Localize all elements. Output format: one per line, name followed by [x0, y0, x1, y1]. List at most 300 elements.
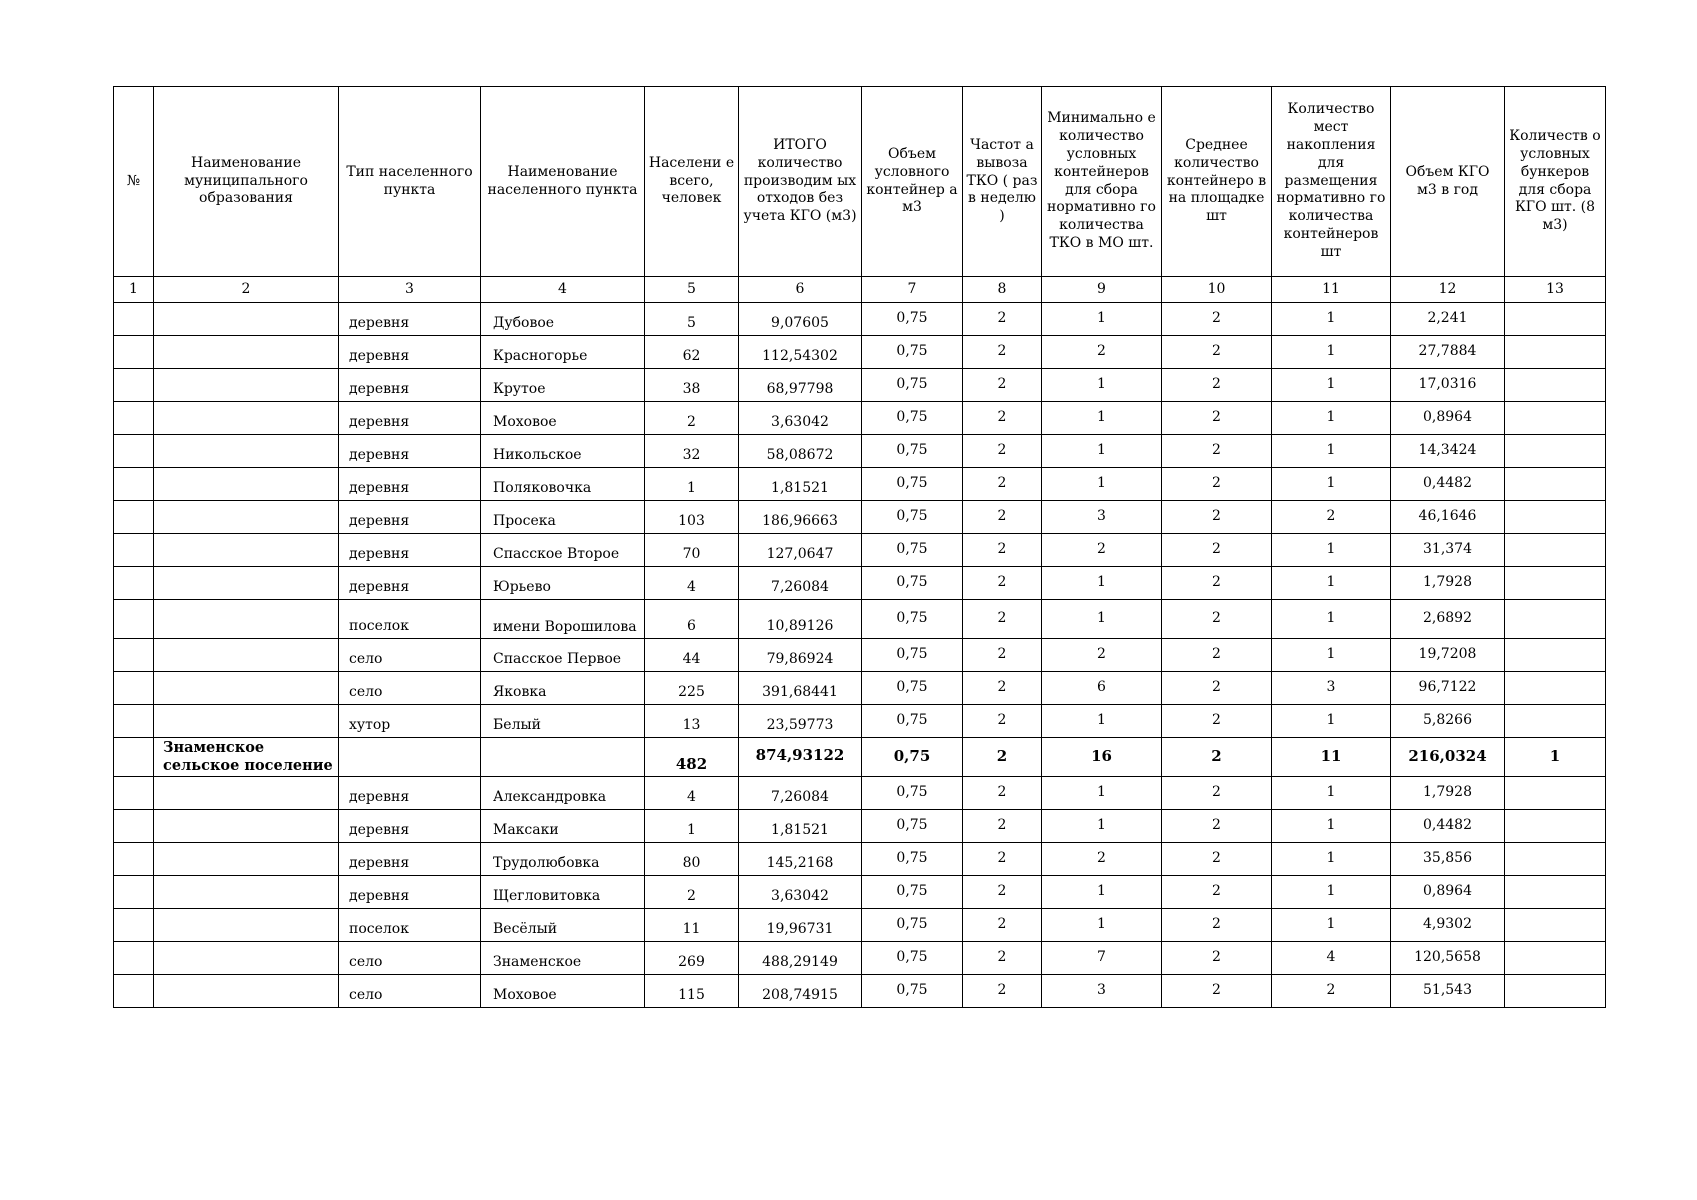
- avg-containers-cell: 2: [1162, 468, 1272, 501]
- pickup-frequency-cell: 2: [963, 672, 1042, 705]
- bulky-bunkers-cell: [1505, 705, 1606, 738]
- municipality-name-cell: [154, 777, 339, 810]
- municipality-name-cell: [154, 336, 339, 369]
- settlement-name-cell: Александровка: [481, 777, 645, 810]
- min-containers-cell: 1: [1042, 369, 1162, 402]
- waste-total-cell: 68,97798: [739, 369, 862, 402]
- municipality-name-cell: [154, 909, 339, 942]
- column-number: 12: [1391, 277, 1505, 303]
- municipality-name-cell: [154, 672, 339, 705]
- settlement-type-cell: деревня: [339, 501, 481, 534]
- avg-containers-cell: 2: [1162, 843, 1272, 876]
- bulky-waste-volume-cell: 1,7928: [1391, 567, 1505, 600]
- accumulation-sites-cell: 1: [1272, 435, 1391, 468]
- pickup-frequency-cell: 2: [963, 369, 1042, 402]
- population-cell: 62: [645, 336, 739, 369]
- table-row: [114, 468, 1606, 501]
- bulky-waste-volume-cell: 5,8266: [1391, 705, 1505, 738]
- bulky-waste-volume-cell: 17,0316: [1391, 369, 1505, 402]
- row-number-cell: [114, 435, 154, 468]
- waste-total-cell: 874,93122: [739, 738, 862, 777]
- container-volume-cell: 0,75: [862, 777, 963, 810]
- bulky-waste-volume-cell: 2,6892: [1391, 600, 1505, 639]
- min-containers-cell: 2: [1042, 534, 1162, 567]
- header-cell: Среднее количество контейнеро в на площадке шт: [1162, 87, 1272, 277]
- population-cell: 4: [645, 567, 739, 600]
- settlement-type-cell: поселок: [339, 909, 481, 942]
- municipality-name-cell: [154, 600, 339, 639]
- container-volume-cell: 0,75: [862, 705, 963, 738]
- settlement-name-cell: Крутое: [481, 369, 645, 402]
- bulky-waste-volume-cell: 46,1646: [1391, 501, 1505, 534]
- row-number-cell: [114, 303, 154, 336]
- pickup-frequency-cell: 2: [963, 738, 1042, 777]
- accumulation-sites-cell: 1: [1272, 303, 1391, 336]
- container-volume-cell: 0,75: [862, 876, 963, 909]
- bulky-waste-volume-cell: 14,3424: [1391, 435, 1505, 468]
- settlement-type-cell: деревня: [339, 369, 481, 402]
- waste-total-cell: 1,81521: [739, 810, 862, 843]
- avg-containers-cell: 2: [1162, 567, 1272, 600]
- settlement-type-cell: поселок: [339, 600, 481, 639]
- bulky-bunkers-cell: [1505, 909, 1606, 942]
- header-row: [114, 87, 1606, 277]
- population-cell: 269: [645, 942, 739, 975]
- header-cell: Наименование муниципального образования: [154, 87, 339, 277]
- bulky-waste-volume-cell: 216,0324: [1391, 738, 1505, 777]
- population-cell: 11: [645, 909, 739, 942]
- min-containers-cell: 6: [1042, 672, 1162, 705]
- settlement-type-cell: село: [339, 975, 481, 1008]
- accumulation-sites-cell: 1: [1272, 336, 1391, 369]
- settlement-name-cell: Просека: [481, 501, 645, 534]
- bulky-bunkers-cell: [1505, 942, 1606, 975]
- accumulation-sites-cell: 1: [1272, 843, 1391, 876]
- population-cell: 482: [645, 738, 739, 777]
- waste-total-cell: 10,89126: [739, 600, 862, 639]
- settlement-name-cell: Юрьево: [481, 567, 645, 600]
- container-volume-cell: 0,75: [862, 942, 963, 975]
- avg-containers-cell: 2: [1162, 639, 1272, 672]
- row-number-cell: [114, 369, 154, 402]
- population-cell: 225: [645, 672, 739, 705]
- avg-containers-cell: 2: [1162, 435, 1272, 468]
- avg-containers-cell: 2: [1162, 942, 1272, 975]
- pickup-frequency-cell: 2: [963, 975, 1042, 1008]
- bulky-waste-volume-cell: 51,543: [1391, 975, 1505, 1008]
- bulky-waste-volume-cell: 120,5658: [1391, 942, 1505, 975]
- pickup-frequency-cell: 2: [963, 336, 1042, 369]
- waste-total-cell: 488,29149: [739, 942, 862, 975]
- min-containers-cell: 1: [1042, 777, 1162, 810]
- bulky-bunkers-cell: [1505, 975, 1606, 1008]
- pickup-frequency-cell: 2: [963, 705, 1042, 738]
- settlement-type-cell: село: [339, 639, 481, 672]
- accumulation-sites-cell: 1: [1272, 705, 1391, 738]
- bulky-waste-volume-cell: 31,374: [1391, 534, 1505, 567]
- column-number: 8: [963, 277, 1042, 303]
- min-containers-cell: 1: [1042, 567, 1162, 600]
- accumulation-sites-cell: 1: [1272, 909, 1391, 942]
- table-row: [114, 567, 1606, 600]
- pickup-frequency-cell: 2: [963, 303, 1042, 336]
- municipality-name-cell: [154, 534, 339, 567]
- settlement-name-cell: Спасское Первое: [481, 639, 645, 672]
- municipality-name-cell: [154, 942, 339, 975]
- settlement-name-text: имени Ворошилова: [493, 619, 637, 636]
- row-number-cell: [114, 738, 154, 777]
- bulky-bunkers-cell: [1505, 810, 1606, 843]
- container-volume-cell: 0,75: [862, 600, 963, 639]
- accumulation-sites-cell: 1: [1272, 639, 1391, 672]
- settlement-name-cell: Моховое: [481, 402, 645, 435]
- municipality-name-cell: [154, 501, 339, 534]
- accumulation-sites-cell: 1: [1272, 810, 1391, 843]
- row-number-cell: [114, 909, 154, 942]
- table-row: [114, 303, 1606, 336]
- population-cell: 38: [645, 369, 739, 402]
- municipality-name-cell: [154, 843, 339, 876]
- population-cell: 5: [645, 303, 739, 336]
- column-number: 13: [1505, 277, 1606, 303]
- bulky-bunkers-cell: [1505, 336, 1606, 369]
- bulky-waste-volume-cell: 96,7122: [1391, 672, 1505, 705]
- settlement-type-cell: [339, 738, 481, 777]
- header-cell: Количеств о условных бункеров для сбора КГО шт. (8 м3): [1505, 87, 1606, 277]
- avg-containers-cell: 2: [1162, 501, 1272, 534]
- table-row: [114, 435, 1606, 468]
- min-containers-cell: 2: [1042, 843, 1162, 876]
- column-number: 6: [739, 277, 862, 303]
- population-cell: 70: [645, 534, 739, 567]
- waste-total-cell: 19,96731: [739, 909, 862, 942]
- table-row: [114, 738, 1606, 777]
- table-row: [114, 876, 1606, 909]
- row-number-cell: [114, 705, 154, 738]
- municipality-name-cell: [154, 468, 339, 501]
- header-cell: ИТОГО количество производим ых отходов без учета КГО (м3): [739, 87, 862, 277]
- table-row: [114, 369, 1606, 402]
- column-number: 11: [1272, 277, 1391, 303]
- bulky-waste-volume-cell: 1,7928: [1391, 777, 1505, 810]
- pickup-frequency-cell: 2: [963, 567, 1042, 600]
- pickup-frequency-cell: 2: [963, 909, 1042, 942]
- row-number-cell: [114, 843, 154, 876]
- container-volume-cell: 0,75: [862, 738, 963, 777]
- settlement-name-cell: Яковка: [481, 672, 645, 705]
- row-number-cell: [114, 942, 154, 975]
- waste-total-cell: 3,63042: [739, 876, 862, 909]
- accumulation-sites-cell: 1: [1272, 600, 1391, 639]
- table-row: [114, 501, 1606, 534]
- waste-total-cell: 23,59773: [739, 705, 862, 738]
- population-cell: 103: [645, 501, 739, 534]
- bulky-waste-volume-cell: 0,4482: [1391, 468, 1505, 501]
- table-row: [114, 810, 1606, 843]
- settlement-type-cell: деревня: [339, 468, 481, 501]
- settlement-name-cell: Красногорье: [481, 336, 645, 369]
- table-row: [114, 705, 1606, 738]
- container-volume-cell: 0,75: [862, 639, 963, 672]
- municipality-name-cell: [154, 975, 339, 1008]
- header-cell: Количество мест накопления для размещения нормативно го количества контейнеров шт: [1272, 87, 1391, 277]
- waste-total-cell: 1,81521: [739, 468, 862, 501]
- waste-total-cell: 7,26084: [739, 777, 862, 810]
- row-number-cell: [114, 777, 154, 810]
- accumulation-sites-cell: 11: [1272, 738, 1391, 777]
- bulky-waste-volume-cell: 0,8964: [1391, 402, 1505, 435]
- avg-containers-cell: 2: [1162, 705, 1272, 738]
- table-row: [114, 600, 1606, 639]
- accumulation-sites-cell: 1: [1272, 468, 1391, 501]
- settlement-name-cell: Щегловитовка: [481, 876, 645, 909]
- bulky-bunkers-cell: [1505, 303, 1606, 336]
- column-number: 9: [1042, 277, 1162, 303]
- municipality-name-cell: [154, 402, 339, 435]
- bulky-waste-volume-cell: 19,7208: [1391, 639, 1505, 672]
- pickup-frequency-cell: 2: [963, 600, 1042, 639]
- row-number-cell: [114, 975, 154, 1008]
- row-number-cell: [114, 639, 154, 672]
- row-number-cell: [114, 468, 154, 501]
- min-containers-cell: 1: [1042, 810, 1162, 843]
- pickup-frequency-cell: 2: [963, 942, 1042, 975]
- table-row: [114, 402, 1606, 435]
- header-cell: Объем условного контейнер а м3: [862, 87, 963, 277]
- min-containers-cell: 1: [1042, 909, 1162, 942]
- table-row: [114, 336, 1606, 369]
- settlement-type-cell: деревня: [339, 876, 481, 909]
- bulky-bunkers-cell: [1505, 600, 1606, 639]
- waste-total-cell: 112,54302: [739, 336, 862, 369]
- bulky-bunkers-cell: [1505, 876, 1606, 909]
- min-containers-cell: 1: [1042, 876, 1162, 909]
- settlement-name-cell: Трудолюбовка: [481, 843, 645, 876]
- accumulation-sites-cell: 1: [1272, 567, 1391, 600]
- column-number: 3: [339, 277, 481, 303]
- bulky-bunkers-cell: [1505, 501, 1606, 534]
- accumulation-sites-cell: 4: [1272, 942, 1391, 975]
- column-number: 2: [154, 277, 339, 303]
- bulky-waste-volume-cell: 0,4482: [1391, 810, 1505, 843]
- settlement-type-cell: деревня: [339, 336, 481, 369]
- settlement-name-cell: Никольское: [481, 435, 645, 468]
- settlement-name-cell: Моховое: [481, 975, 645, 1008]
- avg-containers-cell: 2: [1162, 369, 1272, 402]
- min-containers-cell: 3: [1042, 975, 1162, 1008]
- bulky-waste-volume-cell: 4,9302: [1391, 909, 1505, 942]
- min-containers-cell: 1: [1042, 600, 1162, 639]
- pickup-frequency-cell: 2: [963, 639, 1042, 672]
- waste-table: [113, 86, 1606, 1008]
- pickup-frequency-cell: 2: [963, 843, 1042, 876]
- row-number-cell: [114, 501, 154, 534]
- header-cell: Тип населенного пункта: [339, 87, 481, 277]
- bulky-bunkers-cell: [1505, 567, 1606, 600]
- settlement-name-cell: Дубовое: [481, 303, 645, 336]
- waste-total-cell: 391,68441: [739, 672, 862, 705]
- container-volume-cell: 0,75: [862, 369, 963, 402]
- population-cell: 80: [645, 843, 739, 876]
- settlement-name-cell: [481, 738, 645, 777]
- table-row: [114, 672, 1606, 705]
- container-volume-cell: 0,75: [862, 468, 963, 501]
- population-cell: 6: [645, 600, 739, 639]
- settlement-name-cell: Весёлый: [481, 909, 645, 942]
- header-cell: Объем КГО м3 в год: [1391, 87, 1505, 277]
- accumulation-sites-cell: 1: [1272, 369, 1391, 402]
- waste-total-cell: 186,96663: [739, 501, 862, 534]
- avg-containers-cell: 2: [1162, 777, 1272, 810]
- column-number: 4: [481, 277, 645, 303]
- bulky-bunkers-cell: [1505, 777, 1606, 810]
- municipality-name-cell: [154, 639, 339, 672]
- settlement-name-cell: Белый: [481, 705, 645, 738]
- bulky-waste-volume-cell: 0,8964: [1391, 876, 1505, 909]
- header-cell: Минимальнo е количество условных контейнеров для сбора нормативно го количества ТКО в МО шт.: [1042, 87, 1162, 277]
- bulky-bunkers-cell: [1505, 435, 1606, 468]
- pickup-frequency-cell: 2: [963, 876, 1042, 909]
- municipality-name-cell: [154, 369, 339, 402]
- bulky-waste-volume-cell: 35,856: [1391, 843, 1505, 876]
- min-containers-cell: 7: [1042, 942, 1162, 975]
- column-number: 5: [645, 277, 739, 303]
- avg-containers-cell: 2: [1162, 303, 1272, 336]
- container-volume-cell: 0,75: [862, 336, 963, 369]
- accumulation-sites-cell: 1: [1272, 876, 1391, 909]
- population-cell: 4: [645, 777, 739, 810]
- row-number-cell: [114, 402, 154, 435]
- avg-containers-cell: 2: [1162, 336, 1272, 369]
- accumulation-sites-cell: 1: [1272, 534, 1391, 567]
- container-volume-cell: 0,75: [862, 501, 963, 534]
- settlement-type-cell: деревня: [339, 567, 481, 600]
- settlement-type-cell: деревня: [339, 777, 481, 810]
- bulky-bunkers-cell: [1505, 468, 1606, 501]
- settlement-type-cell: хутор: [339, 705, 481, 738]
- min-containers-cell: 1: [1042, 402, 1162, 435]
- population-cell: 2: [645, 876, 739, 909]
- avg-containers-cell: 2: [1162, 975, 1272, 1008]
- min-containers-cell: 1: [1042, 435, 1162, 468]
- waste-total-cell: 208,74915: [739, 975, 862, 1008]
- avg-containers-cell: 2: [1162, 810, 1272, 843]
- accumulation-sites-cell: 2: [1272, 975, 1391, 1008]
- min-containers-cell: 1: [1042, 705, 1162, 738]
- waste-total-cell: 9,07605: [739, 303, 862, 336]
- container-volume-cell: 0,75: [862, 810, 963, 843]
- municipality-name-cell: [154, 303, 339, 336]
- container-volume-cell: 0,75: [862, 402, 963, 435]
- population-cell: 2: [645, 402, 739, 435]
- waste-total-cell: 127,0647: [739, 534, 862, 567]
- settlement-type-cell: село: [339, 942, 481, 975]
- table-body: [114, 303, 1606, 1008]
- municipality-name-cell: [154, 810, 339, 843]
- settlement-type-cell: деревня: [339, 843, 481, 876]
- bulky-bunkers-cell: [1505, 672, 1606, 705]
- avg-containers-cell: 2: [1162, 909, 1272, 942]
- container-volume-cell: 0,75: [862, 534, 963, 567]
- row-number-cell: [114, 534, 154, 567]
- min-containers-cell: 2: [1042, 336, 1162, 369]
- table-row: [114, 843, 1606, 876]
- pickup-frequency-cell: 2: [963, 435, 1042, 468]
- population-cell: 13: [645, 705, 739, 738]
- waste-total-cell: 79,86924: [739, 639, 862, 672]
- population-cell: 1: [645, 810, 739, 843]
- municipality-name-cell: Знаменское сельское поселение: [154, 738, 339, 777]
- row-number-cell: [114, 876, 154, 909]
- municipality-name-cell: [154, 435, 339, 468]
- container-volume-cell: 0,75: [862, 909, 963, 942]
- bulky-bunkers-cell: [1505, 639, 1606, 672]
- table-row: [114, 909, 1606, 942]
- avg-containers-cell: 2: [1162, 738, 1272, 777]
- pickup-frequency-cell: 2: [963, 810, 1042, 843]
- bulky-bunkers-cell: [1505, 369, 1606, 402]
- min-containers-cell: 2: [1042, 639, 1162, 672]
- settlement-type-cell: деревня: [339, 435, 481, 468]
- table-row: [114, 942, 1606, 975]
- column-number: 10: [1162, 277, 1272, 303]
- settlement-type-cell: деревня: [339, 303, 481, 336]
- settlement-name-cell: Спасское Второе: [481, 534, 645, 567]
- bulky-waste-volume-cell: 2,241: [1391, 303, 1505, 336]
- population-cell: 115: [645, 975, 739, 1008]
- min-containers-cell: 3: [1042, 501, 1162, 534]
- avg-containers-cell: 2: [1162, 402, 1272, 435]
- bulky-bunkers-cell: [1505, 402, 1606, 435]
- pickup-frequency-cell: 2: [963, 777, 1042, 810]
- column-number: 7: [862, 277, 963, 303]
- population-cell: 32: [645, 435, 739, 468]
- pickup-frequency-cell: 2: [963, 468, 1042, 501]
- settlement-name-cell: Максаки: [481, 810, 645, 843]
- bulky-bunkers-cell: 1: [1505, 738, 1606, 777]
- row-number-cell: [114, 600, 154, 639]
- population-cell: 44: [645, 639, 739, 672]
- waste-total-cell: 7,26084: [739, 567, 862, 600]
- settlement-type-cell: деревня: [339, 402, 481, 435]
- column-number-row: [114, 277, 1606, 303]
- container-volume-cell: 0,75: [862, 843, 963, 876]
- accumulation-sites-cell: 1: [1272, 402, 1391, 435]
- container-volume-cell: 0,75: [862, 975, 963, 1008]
- municipality-name-cell: [154, 876, 339, 909]
- avg-containers-cell: 2: [1162, 672, 1272, 705]
- container-volume-cell: 0,75: [862, 303, 963, 336]
- waste-total-cell: 145,2168: [739, 843, 862, 876]
- municipality-name-cell: [154, 705, 339, 738]
- pickup-frequency-cell: 2: [963, 534, 1042, 567]
- row-number-cell: [114, 567, 154, 600]
- min-containers-cell: 1: [1042, 468, 1162, 501]
- table-row: [114, 639, 1606, 672]
- header-cell: Населени е всего, человек: [645, 87, 739, 277]
- row-number-cell: [114, 672, 154, 705]
- settlement-name-cell: Знаменское: [481, 942, 645, 975]
- pickup-frequency-cell: 2: [963, 501, 1042, 534]
- container-volume-cell: 0,75: [862, 435, 963, 468]
- settlement-name-cell: Поляковочка: [481, 468, 645, 501]
- bulky-waste-volume-cell: 27,7884: [1391, 336, 1505, 369]
- row-number-cell: [114, 810, 154, 843]
- waste-total-cell: 3,63042: [739, 402, 862, 435]
- column-number: 1: [114, 277, 154, 303]
- table-row: [114, 534, 1606, 567]
- header-cell: №: [114, 87, 154, 277]
